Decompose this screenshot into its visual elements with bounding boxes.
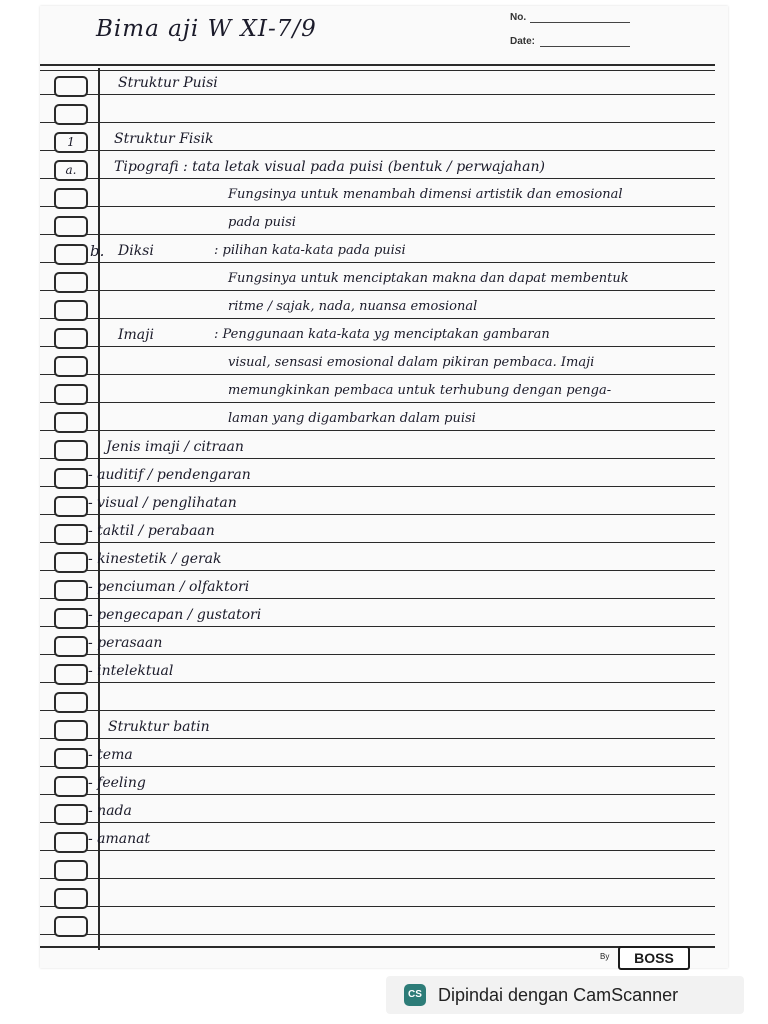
page-top-rule-2 (40, 70, 715, 71)
ruled-line (40, 94, 715, 95)
binder-hole (54, 412, 88, 433)
ruled-line (40, 710, 715, 711)
imaji-type-item: - intelektual (88, 663, 174, 679)
notebook-page (40, 6, 728, 968)
batin-item: - tema (88, 747, 133, 763)
binder-hole (54, 440, 88, 461)
binder-hole (54, 664, 88, 685)
diksi-term: Diksi (118, 243, 154, 259)
ruled-line (40, 122, 715, 123)
binder-hole (54, 580, 88, 601)
imaji-type-item: - penciuman / olfaktori (88, 579, 250, 595)
binder-hole (54, 552, 88, 573)
binder-hole (54, 692, 88, 713)
binder-hole (54, 748, 88, 769)
ruled-line (40, 654, 715, 655)
ruled-line (40, 178, 715, 179)
imaji-definition-cont-2: memungkinkan pembaca untuk terhubung dengan penga- (228, 383, 612, 398)
imaji-type-item: - auditif / pendengaran (88, 467, 251, 483)
binder-hole (54, 244, 88, 265)
item-marker-b: b. (90, 242, 105, 260)
ruled-line (40, 906, 715, 907)
ruled-line (40, 402, 715, 403)
binder-hole (54, 300, 88, 321)
ruled-line (40, 262, 715, 263)
heading-struktur-puisi: Struktur Puisi (118, 75, 218, 91)
tipografi-definition: Tipografi : tata letak visual pada puisi (bentuk / perwajahan) (114, 159, 545, 175)
binder-hole (54, 188, 88, 209)
ruled-line (40, 486, 715, 487)
number-field-line (530, 22, 630, 23)
ruled-line (40, 234, 715, 235)
heading-struktur-batin: Struktur batin (108, 719, 210, 735)
batin-item: - nada (88, 803, 132, 819)
ruled-line (40, 822, 715, 823)
binder-hole-lettered: a. (54, 160, 88, 181)
ruled-line (40, 626, 715, 627)
ruled-line (40, 850, 715, 851)
imaji-type-item: - visual / penglihatan (88, 495, 237, 511)
ruled-line (40, 542, 715, 543)
binder-hole (54, 76, 88, 97)
binder-hole (54, 384, 88, 405)
binder-hole (54, 636, 88, 657)
imaji-type-item: - kinestetik / gerak (88, 551, 222, 567)
ruled-line (40, 598, 715, 599)
ruled-line (40, 150, 715, 151)
ruled-line (40, 458, 715, 459)
imaji-type-item: - taktil / perabaan (88, 523, 215, 539)
ruled-line (40, 290, 715, 291)
binder-hole (54, 356, 88, 377)
number-label: No. (510, 12, 527, 23)
binder-hole (54, 468, 88, 489)
binder-hole (54, 720, 88, 741)
binder-hole-numbered: 1 (54, 132, 88, 153)
ruled-line (40, 346, 715, 347)
imaji-type-item: - pengecapan / gustatori (88, 607, 262, 623)
binder-hole (54, 776, 88, 797)
camscanner-watermark (386, 976, 744, 1014)
binder-hole (54, 888, 88, 909)
ruled-line (40, 318, 715, 319)
ruled-line (40, 430, 715, 431)
diksi-definition: : pilihan kata-kata pada puisi (214, 243, 406, 258)
heading-jenis-imaji: Jenis imaji / citraan (106, 439, 244, 455)
binder-hole (54, 832, 88, 853)
imaji-definition: : Penggunaan kata-kata yg menciptakan gambaran (214, 327, 550, 342)
binder-hole (54, 916, 88, 937)
ruled-line (40, 766, 715, 767)
ruled-line (40, 374, 715, 375)
diksi-function: Fungsinya untuk menciptakan makna dan dapat membentuk (228, 271, 629, 286)
binder-hole (54, 860, 88, 881)
heading-struktur-fisik: Struktur Fisik (114, 131, 214, 147)
ruled-line (40, 794, 715, 795)
ruled-line (40, 206, 715, 207)
binder-hole (54, 216, 88, 237)
student-name-class: Bima aji W XI-7/9 (96, 16, 317, 42)
camscanner-icon: CS (404, 984, 426, 1006)
batin-item: - amanat (88, 831, 151, 847)
page-top-rule (40, 64, 715, 66)
ruled-line (40, 738, 715, 739)
boss-logo: BOSS (618, 946, 690, 970)
binder-hole (54, 496, 88, 517)
tipografi-function-cont: pada puisi (228, 215, 296, 230)
page-bottom-rule (40, 946, 715, 948)
imaji-type-item: - perasaan (88, 635, 163, 651)
binder-hole (54, 328, 88, 349)
ruled-line (40, 570, 715, 571)
binder-hole (54, 104, 88, 125)
imaji-definition-cont-3: laman yang digambarkan dalam puisi (228, 411, 476, 426)
logo-by-text: By (600, 952, 610, 961)
ruled-line (40, 514, 715, 515)
ruled-line (40, 878, 715, 879)
batin-item: - feeling (88, 775, 146, 791)
binder-hole (54, 804, 88, 825)
binder-hole (54, 608, 88, 629)
binder-hole (54, 272, 88, 293)
imaji-term: Imaji (118, 327, 154, 343)
date-field-line (540, 46, 630, 47)
imaji-definition-cont-1: visual, sensasi emosional dalam pikiran pembaca. Imaji (228, 355, 595, 370)
camscanner-text: Dipindai dengan CamScanner (438, 985, 679, 1005)
ruled-line (40, 682, 715, 683)
diksi-function-cont: ritme / sajak, nada, nuansa emosional (228, 299, 478, 314)
ruled-line (40, 934, 715, 935)
binder-hole (54, 524, 88, 545)
date-label: Date: (510, 36, 536, 47)
tipografi-function: Fungsinya untuk menambah dimensi artistik dan emosional (228, 187, 623, 202)
